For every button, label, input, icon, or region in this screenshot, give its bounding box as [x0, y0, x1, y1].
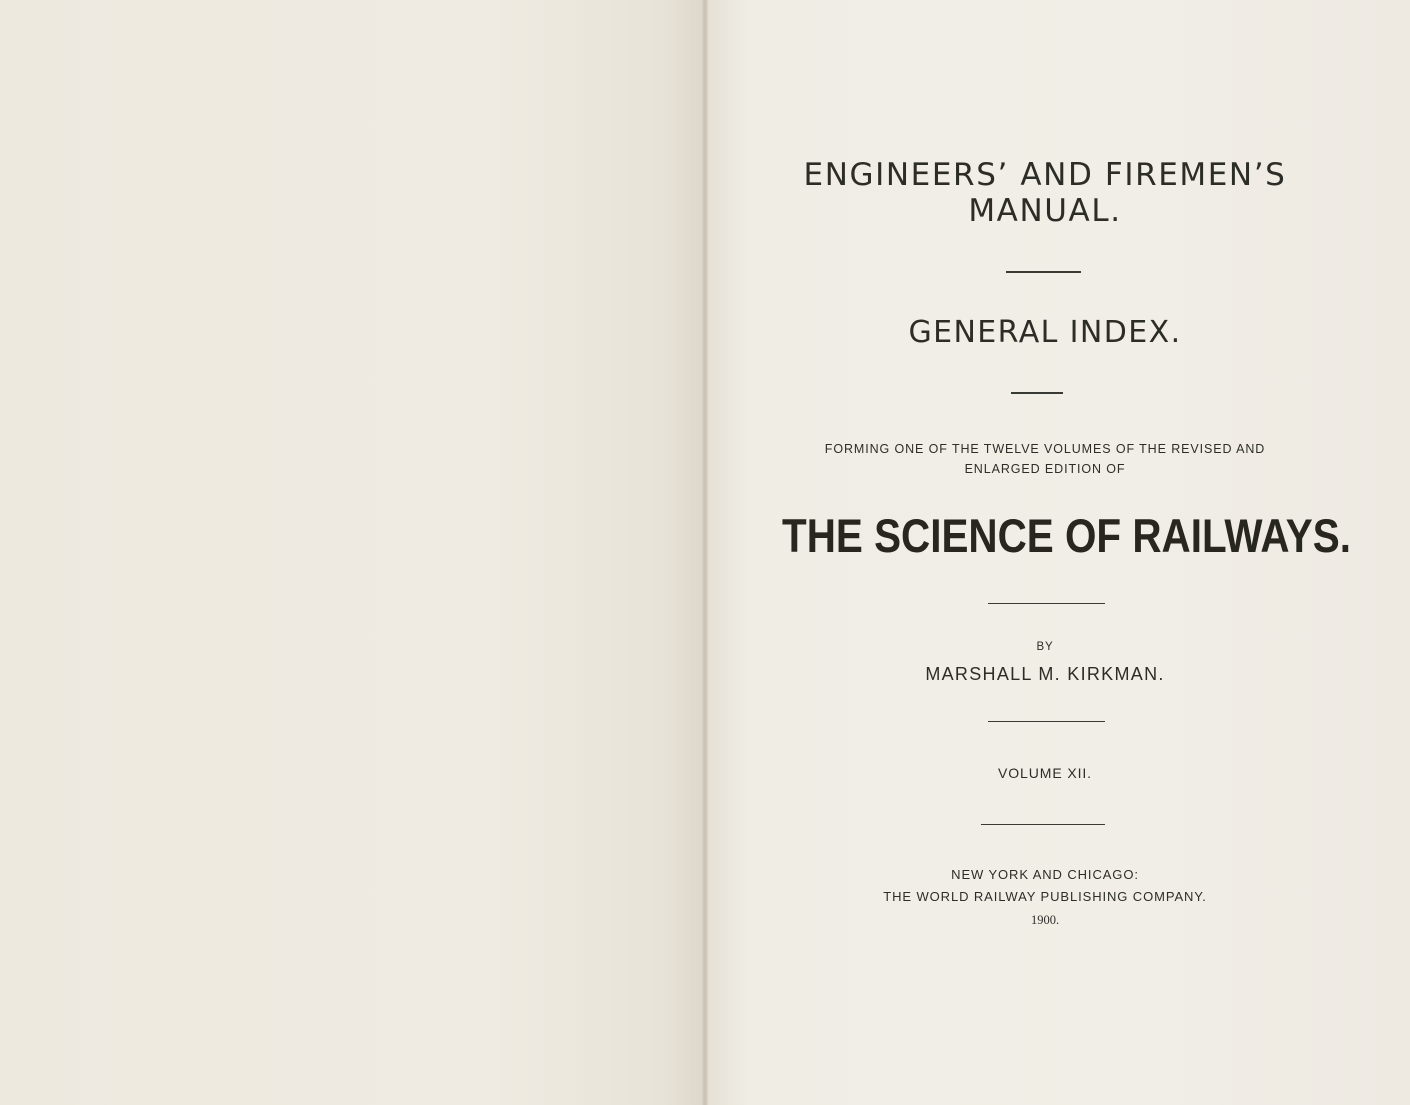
- subtitle: GENERAL INDEX.: [908, 315, 1182, 350]
- title-line-1: ENGINEERS’ AND FIREMEN’S: [803, 157, 1287, 193]
- divider-rule-4: [988, 721, 1105, 722]
- year: 1900.: [1030, 913, 1060, 927]
- imprint-line-2: THE WORLD RAILWAY PUBLISHING COMPANY.: [883, 889, 1207, 904]
- divider-rule-2: [1011, 392, 1063, 394]
- divider-rule-3: [988, 603, 1105, 604]
- by-label: BY: [1036, 641, 1054, 653]
- forming-line-1: FORMING ONE OF THE TWELVE VOLUMES OF THE REVISED AND: [824, 442, 1266, 456]
- divider-rule-1: [1006, 271, 1081, 273]
- forming-line-2: ENLARGED EDITION OF: [964, 462, 1126, 476]
- title-line-2: MANUAL.: [968, 193, 1122, 229]
- imprint-line-1: NEW YORK AND CHICAGO:: [951, 867, 1139, 882]
- volume: VOLUME XII.: [998, 765, 1092, 781]
- main-title: THE SCIENCE OF RAILWAYS.: [782, 509, 1351, 562]
- divider-rule-5: [981, 824, 1105, 825]
- left-blank-page: [0, 0, 704, 1105]
- author: MARSHALL M. KIRKMAN.: [925, 664, 1165, 684]
